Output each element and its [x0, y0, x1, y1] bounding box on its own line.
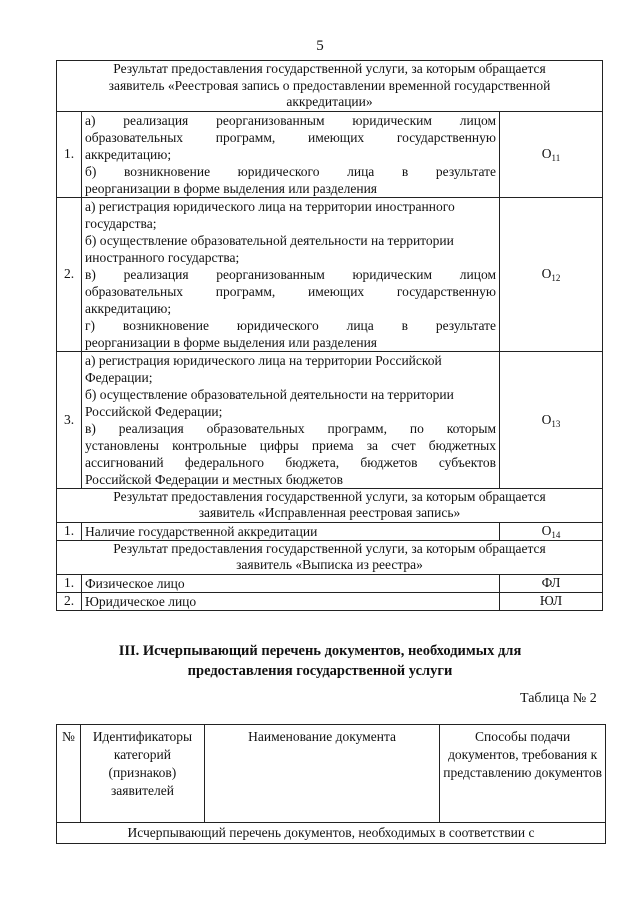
grounds-line: в) реализация образовательных программ, по которым	[85, 420, 496, 436]
grounds-line: аккредитацию;	[85, 300, 172, 316]
result-row	[57, 197, 603, 351]
row-grounds: Юридическое лицо	[82, 592, 500, 610]
grounds-line: г) возникновение юридического лица в результате	[85, 317, 496, 333]
section-title-line-1: III. Исчерпывающий перечень документов, необходимых для	[118, 643, 522, 659]
result-code-index: 12	[551, 273, 561, 283]
grounds-line: образовательных программ, имеющих государственную	[85, 129, 496, 145]
row-grounds: Наличие государственной аккредитации	[82, 522, 500, 540]
group-header-temporary-accreditation-row	[57, 61, 603, 112]
result-code-index: 13	[551, 418, 561, 429]
section-title-line-2: предоставления государственной услуги	[187, 663, 453, 679]
row-grounds	[82, 351, 500, 488]
documents-table-section-row	[57, 823, 606, 844]
group-header-corrected-record-row	[57, 488, 603, 522]
result-row	[57, 111, 603, 197]
grounds-line: а) реализация реорганизованным юридическим лицом	[85, 112, 496, 128]
result-code-letter: О	[541, 266, 552, 281]
header-applicant-categories: Идентификаторы категорий (признаков) заявителей	[80, 725, 204, 823]
result-row	[57, 351, 603, 488]
result-code-index: 14	[551, 530, 561, 540]
result-code	[500, 574, 603, 592]
grounds-line: б) осуществление образовательной деятельности на территории	[85, 232, 454, 248]
group-header-line: аккредитации»	[286, 94, 373, 109]
grounds-line: а) регистрация юридического лица на территории иностранного	[85, 198, 455, 214]
grounds-line: реорганизации в форме выделения или разделения	[85, 334, 378, 350]
result-code-letter: О	[541, 411, 552, 427]
result-code-letter: ФЛ	[541, 575, 561, 590]
grounds-line: Российской Федерации;	[85, 403, 223, 419]
group-header-line: заявитель «Выписка из реестра»	[236, 557, 423, 572]
group-header-line: Результат предоставления государственной услуги, за которым обращается	[113, 488, 546, 504]
row-number: 2.	[57, 197, 82, 351]
result-row	[57, 522, 603, 540]
documents-table	[56, 724, 606, 844]
group-header-registry-extract	[57, 540, 603, 574]
results-table	[56, 60, 603, 611]
result-code	[500, 522, 603, 540]
grounds-line: государства;	[85, 215, 157, 231]
documents-table-header-row	[57, 725, 606, 823]
result-row	[57, 592, 603, 610]
group-header-temporary-accreditation	[57, 61, 603, 112]
result-code	[500, 111, 603, 197]
result-code	[500, 351, 603, 488]
result-row	[57, 574, 603, 592]
documents-section-header: Исчерпывающий перечень документов, необходимых в соответствии с	[57, 823, 606, 844]
grounds-line: реорганизации в форме выделения или разделения	[85, 180, 378, 196]
result-code-letter: О	[541, 146, 552, 161]
row-number: 3.	[57, 351, 82, 488]
group-header-line: заявитель «Исправленная реестровая запись»	[198, 505, 461, 520]
group-header-registry-extract-row	[57, 540, 603, 574]
grounds-line: в) реализация реорганизованным юридическим лицом	[85, 266, 496, 282]
grounds-line: ассигнований федерального бюджета, бюджетов субъектов	[85, 454, 496, 470]
row-number: 1.	[57, 111, 82, 197]
grounds-line: б) осуществление образовательной деятельности на территории	[85, 386, 454, 402]
group-header-line: Результат предоставления государственной услуги, за которым обращается	[113, 540, 546, 556]
page-number: 5	[316, 38, 324, 54]
grounds-line: б) возникновение юридического лица в результате	[85, 163, 496, 179]
table-label: Таблица № 2	[520, 691, 597, 706]
header-number: №	[57, 725, 81, 823]
result-code-letter: О	[541, 523, 552, 538]
header-document-name: Наименование документа	[204, 725, 439, 823]
group-header-line: Результат предоставления государственной услуги, за которым обращается	[113, 61, 546, 76]
row-number: 1.	[57, 574, 82, 592]
grounds-line: а) регистрация юридического лица на территории Российской	[85, 352, 442, 368]
grounds-line: Федерации;	[85, 369, 153, 385]
grounds-line: Российской Федерации и местных бюджетов	[85, 471, 343, 487]
grounds-line: иностранного государства;	[85, 249, 240, 265]
grounds-line: установлены контрольные цифры приема за счет бюджетных	[85, 437, 496, 453]
row-grounds	[82, 111, 500, 197]
row-grounds	[82, 197, 500, 351]
row-number: 1.	[57, 522, 82, 540]
row-grounds: Физическое лицо	[82, 574, 500, 592]
result-code-letter: ЮЛ	[539, 593, 563, 608]
grounds-line: аккредитацию;	[85, 146, 172, 162]
group-header-line: заявитель «Реестровая запись о предоставлении временной государственной	[108, 77, 551, 93]
header-submission-methods: Способы подачи документов, требования к представлению документов	[440, 725, 606, 823]
result-code-index: 11	[551, 153, 561, 163]
grounds-line: образовательных программ, имеющих государственную	[85, 283, 496, 299]
result-code	[500, 592, 603, 610]
result-code	[500, 197, 603, 351]
section-title	[60, 641, 580, 681]
group-header-corrected-record	[57, 488, 603, 522]
row-number: 2.	[57, 592, 82, 610]
